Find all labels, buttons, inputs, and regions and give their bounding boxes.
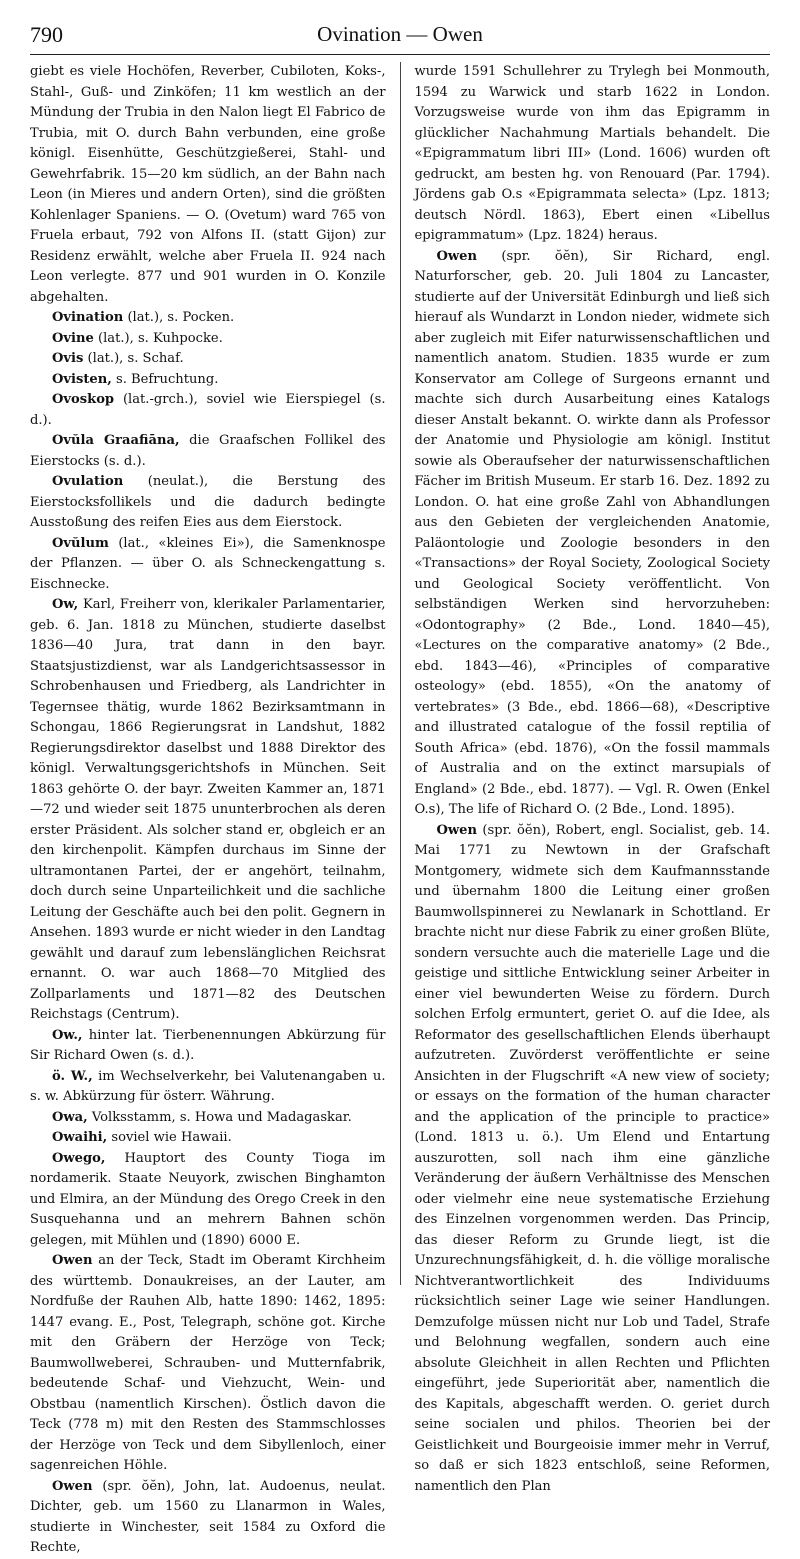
entry-headword: ö. W., [52,1068,93,1084]
entry-text: im Wechselverkehr, bei Valutenangaben u. s. w. Abkürzung für österr. Währung. [30,1068,386,1104]
entry-text: (neulat.), die Berstung des Eierstocksfollikels und die dadurch bedingte Ausstoßung des reifen Eies aus dem Eierstock. [30,474,386,530]
entry-text: (spr. ŏĕn), Robert, engl. Socialist, geb. 14. Mai 1771 zu Newtown in der Grafschaft Montgomery, widmete sich dem Kaufmannsstande und übernahm 1800 die Leitung einer großen Baumwollspinnerei zu Newlanark in Schottland. Er brachte nicht nur diese Fabrik zu einer großen Blüte, sondern versuchte auch die materielle Lage und die geistige und sittliche Entwicklung seiner Arbeiter in einer viel bewunderten Weise zu fördern. Durch solchen Erfolg ermuntert, geriet O. auf die Idee, als Reformator des gesellschaftlichen Elends überhaupt aufzutreten. Zuvörderst veröffentlichte er seine Ansichten in der Flugschrift «A new view of society; or essays on the formation of the human character and the application of the principle to practice» (Lond. 1813 u. ö.). Um Elend und Entartung auszurotten, soll nach ihm eine gänzliche Veränderung der äußern Verhältnisse des Menschen oder vielmehr eine neue systematische Erziehung des Einzelnen vorgenommen werden. Das Princip, das dieser Reform zu Grunde liegt, ist die Unzurechnungsfähigkeit, d. h. die völlige moralische Nichtverantwortlichkeit des Individuums rücksichtlich seiner Lage wie seiner Handlungen. Demzufolge müssen nicht nur Lob und Tadel, Strafe und Belohnung wegfallen, sondern auch eine absolute Gleichheit in allen Rechten und Pflichten eingeführt, jede Superiorität aber, namentlich die des Kapitals, abgeschafft werden. O. geriet durch seine socialen und philos. Theorien bei der Geistlichkeit und Bourgeoisie immer mehr in Verruf, so daß er sich 1823 entschloß, seine Reformen, namentlich den Plan [414,822,770,1494]
dictionary-entry [30,349,386,370]
entry-headword: Ovoskop [52,392,115,407]
page-header [30,20,770,55]
entry-text: die Graafschen Follikel des Eierstocks (s. d.). [30,433,386,469]
dictionary-entry [30,595,386,1026]
entry-headword: Owa, [52,1109,88,1125]
dictionary-entry [415,62,771,247]
entry-text: giebt es viele Hochöfen, Reverber, Cubiloten, Koks-, Stahl-, Guß- und Zinköfen; 11 km westlich an der Mündung der Trubia in den Nalon liegt El Fabrico de Trubia, mit O. durch Bahn verbunden, eine große königl. Eisenhütte, Geschützgießerei, Stahl- und Gewehrfabrik. 15—20 km südlich, an der Bahn nach Leon (in Mieres und andern Orten), sind die größten Kohlenlager Spaniens. — O. (Ovetum) ward 765 von Fruela erbaut, 792 von Alfons II. (statt Gijon) zur Residenz erwählt, welche aber Fruela II. 924 nach Leon verlegte. 877 und 901 wurden in O. Konzile abgehalten. [30,64,386,305]
right-column [414,62,771,1494]
dictionary-entry [30,534,386,596]
entry-text: (lat.), s. Schaf. [83,351,184,366]
entry-headword: Ovine [52,330,94,346]
entry-text: Karl, Freiherr von, klerikaler Parlamentarier, geb. 6. Jan. 1818 zu München, studierte daselbst 1836—40 Jura, trat dann in den bayr. Staatsjustizdienst, war als Landgerichtsassessor in Schrobenhausen und Friedberg, als Landrichter in Tegernsee thätig, wurde 1862 Bezirksamtmann in Schongau, 1866 Regierungsrat in Landshut, 1882 Regierungsdirektor daselbst und 1888 Direktor des königl. Verwaltungsgerichtshofs in München. Seit 1863 gehörte O. der bayr. Zweiten Kammer an, 1871—72 und wieder seit 1875 ununterbrochen als deren erster Präsident. Als solcher stand er, obgleich er an den kirchenpolit. Kämpfen durchaus im Sinne der ultramontanen Partei, der er angehört, teilnahm, doch durch seine Unparteilichkeit und die sachliche Leitung der Geschäfte auch bei den polit. Gegnern in Ansehen. 1893 wurde er nicht wieder in den Landtag gewählt und darauf zum lebenslänglichen Reichsrat ernannt. O. war auch 1868—70 Mitglied des Zollparlaments und 1871—82 des Deutschen Reichstags (Centrum). [30,597,386,1022]
entry-text: (lat.), s. Pocken. [123,310,235,325]
entry-headword: Ovisten, [52,371,112,387]
entry-headword: Owen [52,1478,93,1494]
page-number: 790 [30,22,63,47]
text-columns [30,62,770,1555]
entry-text: wurde 1591 Schullehrer zu Trylegh bei Monmouth, 1594 zu Warwick und starb 1622 in London. Vorzugsweise wurde von ihm das Epigramm in glücklicher Nachahmung Martials behandelt. Die «Epigrammatum libri III» (Lond. 1606) wurden oft gedruckt, am besten hg. von Renouard (Par. 1794). Jördens gab O.s «Epigrammata selecta» (Lpz. 1813; deutsch Nördl. 1863), Ebert einen «Libellus epigrammatum» (Lpz. 1824) heraus. [414,64,770,243]
entry-headword: Ovŭla Graafiāna, [52,433,180,448]
left-column [30,62,386,1555]
dictionary-entry [30,329,386,350]
entry-text: (lat., «kleines Ei»), die Samenknospe der Pflanzen. — über O. als Schneckengattung s. Eischnecke. [30,535,386,592]
entry-text: Volksstamm, s. Howa und Madagaskar. [87,1109,352,1125]
entry-headword: Ovŭlum [52,535,109,551]
dictionary-entry [30,1149,386,1252]
entry-headword: Owen [436,822,478,838]
dictionary-entry [30,1067,386,1108]
entry-headword: Owen [436,248,478,264]
entry-headword: Ovination [52,310,124,325]
entry-headword: Owego, [52,1150,106,1166]
entry-text: an der Teck, Stadt im Oberamt Kirchheim des württemb. Donaukreises, an der Lauter, am Nordfuße der Rauhen Alb, hatte 1890: 1462, 1895: 1447 evang. E., Post, Telegraph, schöne got. Kirche mit den Gräbern der Herzöge von Teck; Baumwollweberei, Schrauben- und Mutternfabrik, bedeutende Schaf- und Viehzucht, Wein- und Obstbau (namentlich Kirschen). Östlich davon die Teck (778 m) mit den Resten des Stammschlosses der Herzöge von Teck und dem Sibyllenloch, einer sagenreichen Höhle. [30,1253,386,1473]
dictionary-entry [30,62,386,308]
dictionary-entry [30,1477,386,1559]
dictionary-entry [30,390,386,431]
entry-text: (spr. ŏĕn), John, lat. Audoenus, neulat. Dichter, geb. um 1560 zu Llanarmon in Wales, studierte in Winchester, seit 1584 zu Oxford die Rechte, [30,1478,386,1555]
entry-text: (spr. ŏĕn), Sir Richard, engl. Naturforscher, geb. 20. Juli 1804 zu Lancaster, studierte auf der Universität Edinburgh und ließ sich hierauf als Wundarzt in London nieder, widmete sich aber zugleich mit Eifer naturwissenschaftlichen und namentlich anatom. Studien. 1835 wurde er zum Konservator am College of Surgeons ernannt und machte sich durch Ausarbeitung eines Katalogs dieser Anstalt bekannt. O. wirkte dann als Professor der Anatomie und Physiologie am königl. Institut sowie als Oberaufseher der naturwissenschaftlichen Fächer im British Museum. Er starb 16. Dez. 1892 zu London. O. hat eine große Zahl von Abhandlungen aus den Gebieten der vergleichenden Anatomie, Paläontologie und Zoologie besonders in den «Transactions» der Royal Society, Zoological Society und Geological Society veröffentlicht. Von selbständigen Werken sind hervorzuheben: «Odontography» (2 Bde., Lond. 1840—45), «Lectures on the comparative anatomy» (2 Bde., ebd. 1843—46), «Principles of comparative osteology» (ebd. 1855), «On the anatomy of vertebrates» (3 Bde., ebd. 1866—68), «Descriptive and illustrated catalogue of the fossil reptilia of South Africa» (ebd. 1876), «On the fossil mammals of Australia and on the extinct marsupials of England» (2 Bde., ebd. 1877). — Vgl. R. Owen (Enkel O.s), The life of Richard O. (2 Bde., Lond. 1895). [414,248,770,817]
entry-headword: Ow, [52,597,79,612]
entry-headword: Owaihi, [52,1130,108,1145]
entry-text: (lat.), s. Kuhpocke. [93,330,223,346]
column-divider [400,62,401,1285]
dictionary-entry [30,472,386,534]
dictionary-entry [30,370,386,391]
dictionary-entry [30,1108,386,1129]
dictionary-entry [415,821,771,1498]
dictionary-entry [30,1251,386,1477]
entry-text: s. Befruchtung. [111,371,219,387]
entry-text: soviel wie Hawaii. [107,1130,232,1145]
entry-headword: Ovulation [52,474,124,489]
entry-headword: Owen [52,1253,93,1268]
running-title: Ovination — Owen [317,22,483,46]
entry-text: Hauptort des County Tioga im nordamerik. Staate Neuyork, zwischen Binghamton und Elmira, an der Mündung des Orego Creek in den Susquehanna und an mehrern Bahnen schön gelegen, mit Mühlen und (1890) 6000 E. [30,1150,386,1248]
entry-headword: Ow., [52,1027,83,1043]
entry-text: hinter lat. Tierbenennungen Abkürzung für Sir Richard Owen (s. d.). [30,1027,386,1063]
dictionary-entry [30,308,386,329]
dictionary-entry [415,247,771,821]
dictionary-entry [30,1026,386,1067]
dictionary-entry [30,431,386,472]
entry-headword: Ovis [52,351,84,366]
dictionary-entry [30,1128,386,1149]
entry-text: (lat.-grch.), soviel wie Eierspiegel (s. d.). [30,392,386,428]
